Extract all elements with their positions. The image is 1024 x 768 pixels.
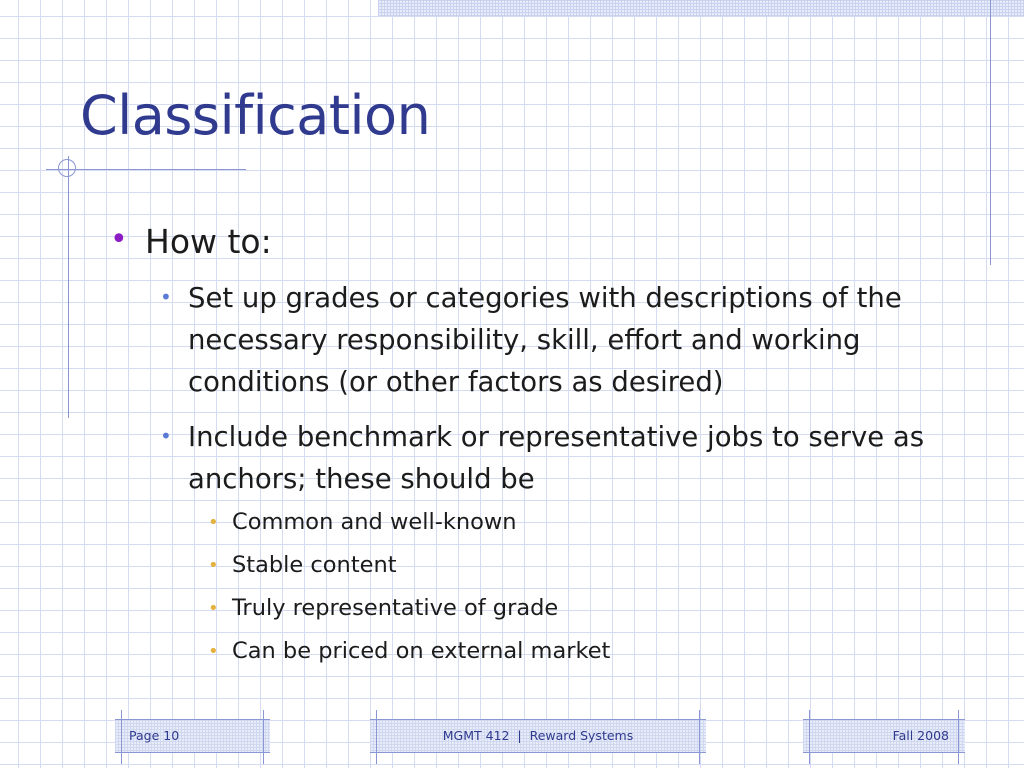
bullet-level-3: Can be priced on external market xyxy=(232,638,611,664)
footer-term xyxy=(803,719,965,753)
bullet-level-2: Include benchmark or representative jobs to serve as anchors; these should be xyxy=(188,421,925,495)
bullet-dot-icon: • xyxy=(110,222,128,257)
bullet-dot-icon: • xyxy=(160,285,172,309)
slide-title: Classification xyxy=(80,84,431,147)
bullet-level-3: Truly representative of grade xyxy=(232,595,559,621)
bullet-dot-icon: • xyxy=(208,512,219,533)
bullet-level-3: Stable content xyxy=(232,552,397,578)
bullet-level-2: Set up grades or categories with descriptions of the necessary responsibility, skill, effort and working conditions (or other factors as desired) xyxy=(188,282,902,398)
bullet-level-1: How to: xyxy=(145,222,272,261)
bullet-dot-icon: • xyxy=(208,555,219,576)
footer-course-label: MGMT 412 | Reward Systems xyxy=(442,728,634,743)
footer-term-label: Fall 2008 xyxy=(892,728,949,743)
bullet-dot-icon: • xyxy=(208,641,219,662)
footer-course xyxy=(370,719,706,753)
footer-page-number xyxy=(115,719,270,753)
bullet-dot-icon: • xyxy=(160,424,172,448)
bullet-level-3: Common and well-known xyxy=(232,509,517,535)
bullet-dot-icon: • xyxy=(208,598,219,619)
footer-page-label: Page 10 xyxy=(129,728,180,743)
